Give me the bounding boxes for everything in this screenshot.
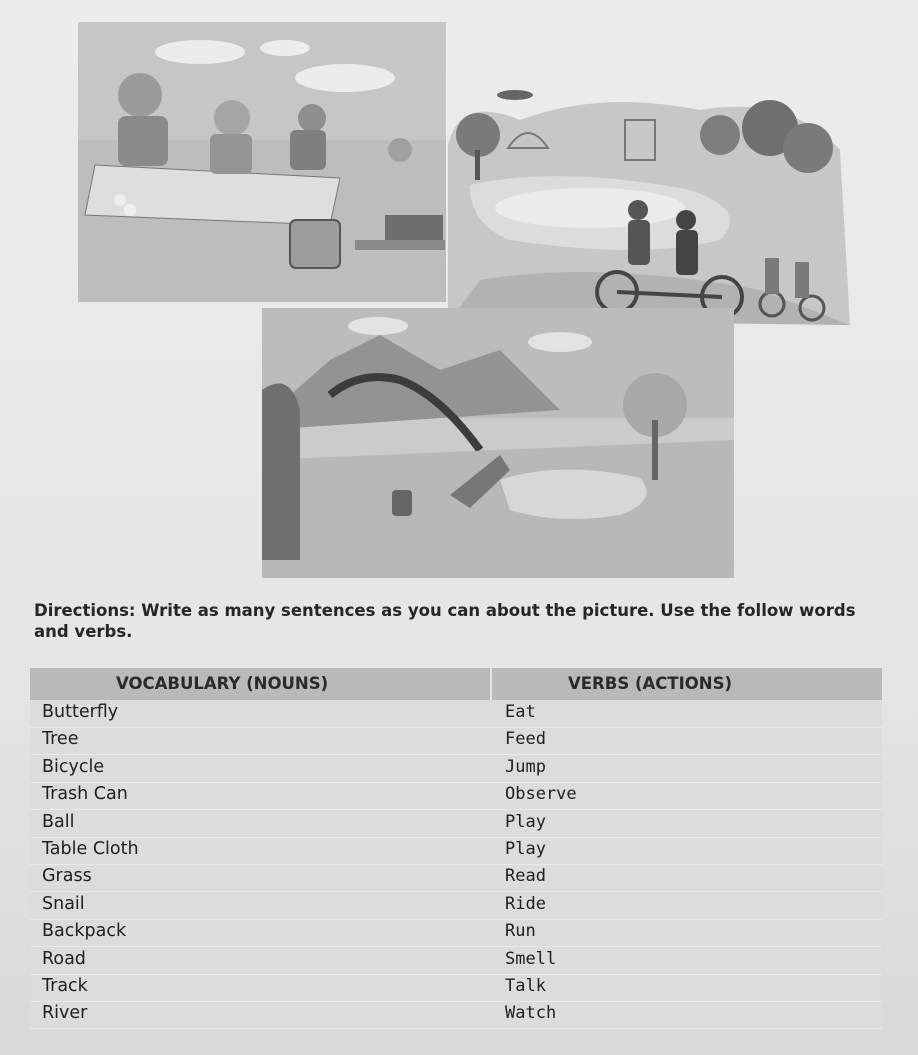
verb-cell: Read	[505, 866, 546, 887]
table-row	[30, 974, 882, 1002]
noun-cell: Snail	[42, 893, 85, 914]
directions-line-2: and verbs.	[34, 622, 133, 641]
verb-cell: Talk	[505, 976, 546, 996]
table-row	[30, 755, 882, 783]
noun-cell: Trash Can	[42, 784, 128, 805]
nouns-header: VOCABULARY (NOUNS)	[116, 674, 329, 693]
verb-cell: Observe	[505, 784, 577, 805]
picnic-illustration	[78, 22, 446, 302]
table-row	[30, 727, 882, 755]
table-row	[30, 837, 882, 865]
verb-cell: Ride	[505, 893, 546, 914]
vocabulary-table	[30, 668, 882, 1028]
noun-cell: River	[42, 1003, 88, 1024]
noun-cell: Bicycle	[42, 756, 105, 777]
noun-cell: Track	[42, 976, 88, 996]
noun-cell: Butterfly	[42, 702, 119, 722]
table-row	[30, 782, 882, 810]
noun-cell: Ball	[42, 811, 75, 832]
verb-cell: Play	[505, 811, 546, 832]
directions-text	[34, 600, 894, 642]
noun-cell: Tree	[42, 729, 79, 750]
noun-cell: Backpack	[42, 921, 127, 942]
park-illustration	[448, 90, 850, 325]
table-header	[30, 668, 882, 700]
table-row	[30, 919, 882, 947]
verb-cell: Eat	[505, 702, 536, 722]
noun-cell: Road	[42, 948, 86, 969]
noun-cell: Table Cloth	[42, 839, 139, 859]
table-row	[30, 864, 882, 892]
table-row	[30, 1001, 882, 1029]
verb-cell: Play	[505, 839, 546, 859]
directions-line-1: Directions: Write as many sentences as you can about the picture. Use the follow words	[34, 601, 856, 620]
table-row	[30, 947, 882, 975]
verb-cell: Smell	[505, 948, 557, 969]
river-illustration	[262, 308, 734, 578]
verbs-header: VERBS (ACTIONS)	[568, 674, 733, 693]
noun-cell: Grass	[42, 866, 92, 887]
verb-cell: Jump	[505, 756, 546, 777]
verb-cell: Run	[505, 921, 536, 942]
verb-cell: Watch	[505, 1003, 557, 1024]
verb-cell: Feed	[505, 729, 546, 750]
table-row	[30, 892, 882, 920]
header-divider	[490, 668, 492, 700]
table-row	[30, 700, 882, 728]
table-row	[30, 810, 882, 838]
